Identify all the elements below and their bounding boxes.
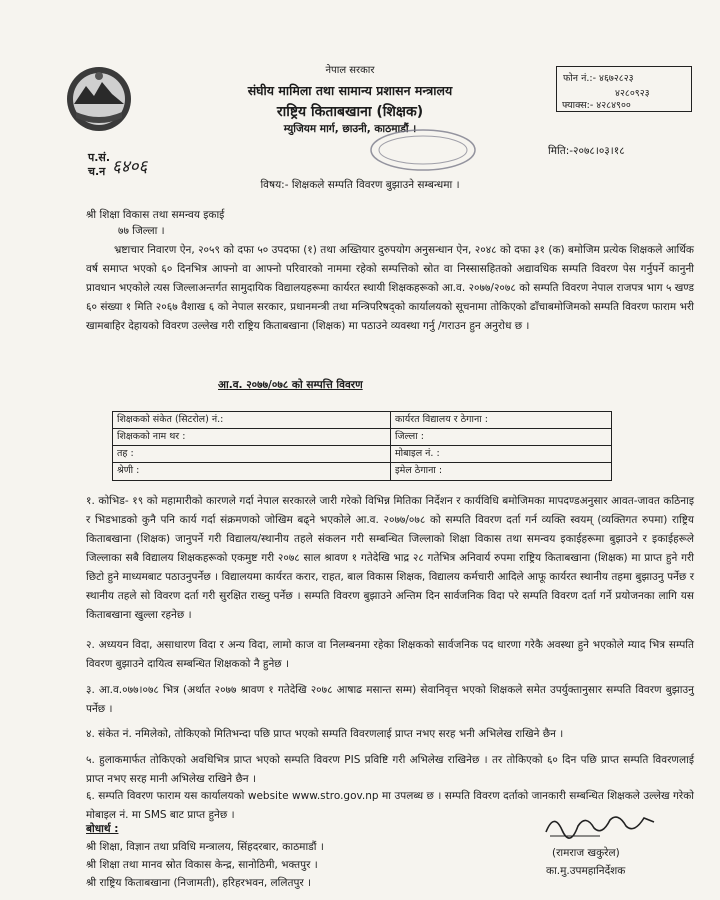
office-address: म्युजियम मार्ग, छाउनी, काठमाडौं । xyxy=(283,123,417,135)
fax-line xyxy=(562,98,631,111)
table-cell: शिक्षकको नाम थर : xyxy=(113,429,391,446)
table-cell: मोबाइल नं. : xyxy=(391,446,611,463)
table-cell: शिक्षकको संकेत (सिटरोल) नं.: xyxy=(113,412,391,429)
table-cell: जिल्ला : xyxy=(391,429,611,446)
subject-line: विषय:- शिक्षकले सम्पति विवरण बुझाउने सम्बन्धमा । xyxy=(260,179,460,191)
signature-icon xyxy=(540,806,660,842)
fax-label: फ्याक्स:- xyxy=(562,100,594,111)
letter-date: मिति:-२०७८।०३।१८ xyxy=(548,145,625,157)
point-1: १. कोभिड- १९ को महामारीको कारणले गर्दा नेपाल सरकारले जारी गरेको विभिन्न मितिका निर्देशन र कार्यविधि बमोजिमका मापदण्डअनुसार आवत-जावत कठिनाइ र भिडभाडको कुनै पनि कार्य गर्दा संक्रमणको जोखिम बढ्ने भएकोले आ.व. २०७७/०७८ को सम्पति विवरण दर्ता गर्न व्यक्ति स्वयम् (व्यक्तिगत रुपमा) राष्ट्रिय किताबखाना (शिक्षक) जानुपर्ने गरी विद्यालय/स्थानीय तहले संकलन गरी सम्बन्धित जिल्लाको शिक्षा विकास तथा समन्वय इकाईहरूमा बुझाउने र इकाईहरूले जिल्लाका सबै विद्यालय शिक्षकहरूको एकमुष्ट गरी २०७८ साल श्रावण १ गतेदेखि भाद्र २८ गतेभित्र अनिवार्य रुपमा राष्ट्रिय किताबखाना (शिक्षक) मा प्राप्त हुने गरी छिटो हुने माध्यमबाट पठाउनुपर्नेछ । विद्यालयमा कार्यरत करार, राहत, बाल विकास शिक्षक, विद्यालय कर्मचारी आदिले आफू कार्यरत स्थानीय तहमा बुझाउनु पर्नेछ र स्थानीय तहले सो विवरण दर्ता गरी सुरक्षित राख्नु पर्नेछ । सम्पति विवरण बुझाउने अन्तिम दिन सार्वजनिक विदा परे सम्पति विवरण दर्ता गर्ने प्रयोजनका लागि यस किताबखाना खुल्ला रहनेछ । xyxy=(86,495,694,621)
phone-1: ४६७२८२३ xyxy=(599,73,634,84)
point-5: ५. हुलाकमार्फत तोकिएको अवधिभित्र प्राप्त भएको सम्पति विवरण PIS प्रविष्टि गरी अभिलेख राखिनेछ । तर तोकिएको ६० दिन पछि प्राप्त सम्पति विवरणलाई प्राप्त नभए सरह मानी अभिलेख राखिने छैन । xyxy=(86,754,694,785)
body-paragraph: भ्रष्टाचार निवारण ऐन, २०५९ को दफा ५० उपदफा (१) तथा अख्तियार दुरुपयोग अनुसन्धान ऐन, २०४८ को दफा ३१ (क) बमोजिम प्रत्येक शिक्षकले आर्थिक वर्ष समाप्त भएको ६० दिनभित्र आफ्नो वा आफ्नो परिवारको नाममा रहेको सम्पत्तिको स्रोत वा निस्सासहितको अद्यावधिक सम्पति विवरण पेस गर्नुपर्ने कानुनी प्रावधान भएकोले त्यस जिल्लाअन्तर्गत सामुदायिक विद्यालयहरूमा कार्यरत स्थायी शिक्षकहरूको आ.व. २०७७/२०७८ को सम्पति विवरण नेपाल राजपत्र भाग ५ खण्ड ६० संख्या १ मिति २०६७ वैशाख ६ को नेपाल सरकार, प्रधानमन्त्री तथा मन्त्रिपरिषद्को कार्यालयको सूचनामा तोकिएको ढाँचाबमोजिमको सम्पति विवरण फाराम भरी खामबाहिर देहायको विवरण उल्लेख गरी राष्ट्रिय किताबखाना (शिक्षक) मा पठाउने व्यवस्था गर्नु /गराउन हुन अनुरोध छ । xyxy=(86,244,694,332)
office-title: राष्ट्रिय किताबखाना (शिक्षक) xyxy=(276,104,424,120)
office-stamp-icon xyxy=(368,128,478,172)
point-6: ६. सम्पति विवरण फाराम यस कार्यालयको website www.stro.gov.np मा उपलब्ध छ । सम्पति विवरण दर्ताको जानकारी सम्बन्धित शिक्षकले उल्लेख गरेको मोबाइल नं. मा SMS बाट प्राप्त हुनेछ । xyxy=(86,790,694,821)
point-3: ३. आ.व.०७७।०७८ भित्र (अर्थात २०७७ श्रावण १ गतेदेखि २०७८ आषाढ मसान्त सम्म) सेवानिवृत्त भएको शिक्षकले समेत उपर्युक्तानुसार सम्पति विवरण बुझाउनु पर्नेछ । xyxy=(86,684,694,715)
table-cell: श्रेणी : xyxy=(113,463,391,480)
asset-info-table xyxy=(112,411,612,481)
cc-item: श्री शिक्षा तथा मानव स्रोत विकास केन्द्र, सानोठिमी, भक्तपुर । xyxy=(86,859,318,871)
table-cell: कार्यरत विद्यालय र ठेगाना : xyxy=(391,412,611,429)
table-cell: इमेल ठेगाना : xyxy=(395,465,443,476)
signatory-name: (रामराज खकुरेल) xyxy=(552,847,620,859)
ministry-title: संघीय मामिला तथा सामान्य प्रशासन मन्त्रालय xyxy=(247,83,453,98)
table-title: आ.व. २०७७/०७८ को सम्पत्ति विवरण xyxy=(218,379,363,391)
phone-2: ४२८०९२३ xyxy=(615,88,650,99)
cc-item: श्री राष्ट्रिय किताबखाना (निजामती), हरिहरभवन, ललितपुर । xyxy=(86,877,312,889)
ref-chn-label: च.न xyxy=(88,165,106,178)
ref-ps-label: प.सं. xyxy=(88,151,111,164)
bodhartha-label: बोधार्थ : xyxy=(86,823,119,835)
phone-label: फोन नं.:- xyxy=(563,73,596,84)
addressee-line-2: ७७ जिल्ला । xyxy=(118,225,165,237)
point-2: २. अध्ययन विदा, असाधारण विदा र अन्य विदा, लामो काज वा निलम्बनमा रहेका शिक्षकको सार्वजनिक पद धारणा गरेकै अवस्था हुने भएकोले म्याद भित्र सम्पति विवरण बुझाउने दायित्व सम्बन्धित शिक्षकको नै हुनेछ । xyxy=(86,639,694,670)
addressee-line-1: श्री शिक्षा विकास तथा समन्वय इकाई xyxy=(86,209,225,221)
ref-number: ६४०६ xyxy=(112,157,148,177)
gov-title: नेपाल सरकार xyxy=(325,65,375,76)
table-cell: तह : xyxy=(113,446,391,463)
nepal-emblem-icon xyxy=(64,64,134,134)
point-4: ४. संकेत नं. नमिलेको, तोकिएको मितिभन्दा पछि प्राप्त भएको सम्पति विवरणलाई प्राप्त नभए सरह भनी अभिलेख राखिने छैन । xyxy=(86,728,564,740)
fax-number: ४२८४९०० xyxy=(596,100,631,111)
signatory-title: का.मु.उपमहानिर्देशक xyxy=(546,865,626,877)
cc-item: श्री शिक्षा, विज्ञान तथा प्रविधि मन्त्रालय, सिंहदरबार, काठमाडौं । xyxy=(86,841,324,853)
